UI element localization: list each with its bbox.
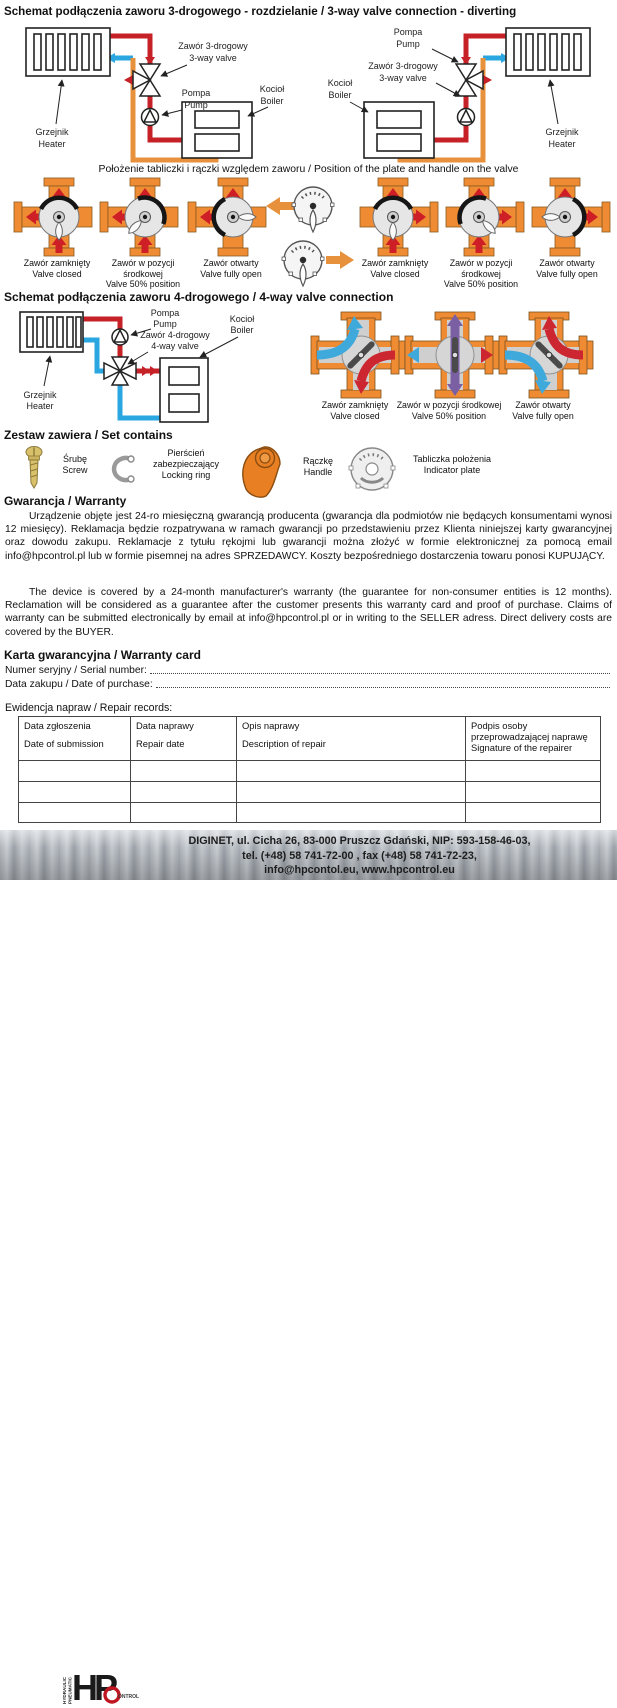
pump-icon: [112, 329, 128, 345]
label-boiler: Kocioł: [259, 84, 285, 94]
valve-open-right-icon: [524, 178, 610, 256]
set-item-label: Pierścień zabezpieczający Locking ring: [152, 448, 220, 480]
footer-web: info@hpcontol.eu, www.hpcontrol.eu: [264, 864, 455, 876]
svg-text:ONTROL: ONTROL: [118, 1694, 140, 1700]
repair-records-table: [18, 716, 601, 823]
flow-open-icon: [499, 312, 587, 398]
svg-text:Pump: Pump: [153, 319, 177, 329]
orange-right-arrow: [326, 251, 354, 269]
title-warranty: Gwarancja / Warranty: [4, 494, 127, 508]
valve-position-item: Zawór w pozycji środkowej Valve 50% position: [438, 178, 524, 290]
purchase-date-label: Data zakupu / Date of purchase:: [5, 679, 153, 690]
set-item-label: Tabliczka położenia Indicator plate: [412, 454, 492, 475]
purchase-date-line: [5, 679, 610, 690]
svg-text:3-way valve: 3-way valve: [189, 53, 237, 63]
hpc-logo: [60, 1664, 140, 1708]
indicator-plate-pair-icon: [258, 180, 358, 292]
valve-position-item: Zawór w pozycji środkowej Valve 50% position: [100, 178, 186, 290]
warranty-text-en: The device is covered by a 24-month manufacturer's warranty (the guarantee for non-consumer entities is 12 months). Reclamation will be considered as a guarantee after the customer presents this warranty card and proof of purchase. Claims of warranty can be submitted electronically by email at info@hpcontrol.pl or in writing to the SELLER adress. Direct delivery costs are covered by the BUYER.: [5, 587, 612, 638]
svg-text:HP: HP: [72, 1667, 115, 1708]
screw-icon: [24, 446, 44, 490]
label-boiler: Kocioł: [327, 78, 353, 88]
plate-b: [282, 241, 324, 286]
svg-text:Boiler: Boiler: [260, 96, 284, 106]
pump-icon: [142, 109, 159, 126]
footer-phone: tel. (+48) 58 741-72-00 , fax (+48) 58 741-72-23,: [242, 849, 477, 862]
title-warranty-card: Karta gwarancyjna / Warranty card: [4, 648, 201, 662]
svg-text:Heater: Heater: [548, 139, 576, 149]
table-row: [19, 761, 601, 782]
locking-ring-icon: [104, 454, 140, 484]
label-valve: Zawór 3-drogowy: [178, 41, 248, 51]
title-3way: Schemat podłączenia zaworu 3-drogowego - rozdzielanie / 3-way valve connection - diverting: [4, 5, 517, 18]
title-repair-records: Ewidencja napraw / Repair records:: [5, 702, 173, 714]
label-pump: Pompa: [150, 308, 180, 318]
set-contains-row: [0, 444, 617, 498]
label-heater: Grzejnik: [23, 390, 57, 400]
table-row: [19, 803, 601, 823]
boiler-icon: [364, 102, 434, 158]
label-heater: Grzejnik: [545, 127, 579, 137]
svg-text:Pump: Pump: [184, 100, 208, 110]
svg-text:Pump: Pump: [396, 39, 420, 49]
pump-icon: [458, 109, 475, 126]
title-4way: Schemat podłączenia zaworu 4-drogowego / 4-way valve connection: [4, 290, 394, 304]
title-positions: Położenie tabliczki i rączki względem zaworu / Position of the plate and handle on the valve: [98, 164, 519, 175]
diagrams-3way: [0, 22, 617, 164]
boiler-icon: [160, 358, 208, 422]
label-valve: Zawór 4-drogowy: [140, 330, 210, 340]
valve-3way-icon: [133, 64, 160, 96]
flow-closed-icon: [311, 312, 399, 398]
serial-number-field: [150, 665, 610, 674]
indicator-plates: [258, 180, 358, 292]
footer-address: DIGINET, ul. Cicha 26, 83-000 Pruszcz Gdański, NIP: 593-158-46-03,: [188, 835, 531, 847]
svg-text:HYDRAULIC: HYDRAULIC: [62, 1676, 67, 1704]
svg-text:Boiler: Boiler: [328, 90, 352, 100]
col-header-repair-date: Data naprawy Repair date: [131, 717, 237, 761]
diagram-4way: [0, 306, 300, 430]
radiator-icon: [26, 28, 110, 76]
label-valve: Zawór 3-drogowy: [368, 61, 438, 71]
svg-text:4-way valve: 4-way valve: [151, 341, 199, 351]
radiator-icon: [20, 312, 83, 352]
table-header-row: [19, 717, 601, 761]
svg-text:Boiler: Boiler: [230, 325, 254, 335]
valve-4way-icon: [104, 357, 136, 385]
table-row: [19, 782, 601, 803]
valve-position-item: Zawór otwarty Valve fully open: [188, 178, 274, 279]
valve-closed-right-icon: [352, 178, 438, 256]
svg-text:PNEUMATIC: PNEUMATIC: [67, 1677, 73, 1704]
flow-item: Zawór zamknięty Valve closed: [305, 312, 405, 421]
diagram-3way-left: [0, 22, 308, 164]
set-item-label: Śrubę Screw: [62, 454, 88, 475]
label-boiler: Kocioł: [229, 314, 255, 324]
valve-closed-left-icon: [14, 178, 100, 256]
title-set-contains: Zestaw zawiera / Set contains: [4, 428, 173, 442]
set-item-label: Rączkę Handle: [302, 456, 333, 477]
valve-50-left-icon: [100, 178, 186, 256]
valve-positions-row: [0, 178, 617, 290]
diagram-3way-right: [308, 22, 616, 164]
flow-50-icon: [405, 312, 493, 398]
valve-position-item: Zawór zamknięty Valve closed: [352, 178, 438, 279]
col-header-description: Opis naprawy Description of repair: [237, 717, 466, 761]
orange-left-arrow: [266, 197, 294, 215]
flow-item: Zawór otwarty Valve fully open: [493, 312, 593, 421]
svg-text:Heater: Heater: [38, 139, 66, 149]
pipe-hot: [110, 36, 150, 66]
serial-number-label: Numer seryjny / Serial number:: [5, 665, 147, 676]
svg-text:Heater: Heater: [26, 401, 54, 411]
valve-position-item: Zawór zamknięty Valve closed: [14, 178, 100, 279]
diagrams-4way: [0, 306, 617, 432]
col-header-signature: Podpis osoby przeprowadzającej naprawę Signature of the repairer: [466, 717, 601, 761]
valve-3way-icon: [456, 64, 483, 96]
footer-contact: [130, 834, 589, 878]
radiator-icon: [506, 28, 590, 76]
svg-text:3-way valve: 3-way valve: [379, 73, 427, 83]
valve-50-right-icon: [438, 178, 524, 256]
warranty-text-pl: Urządzenie objęte jest 24-ro miesięczną gwarancją producenta (gwarancja dla podmiotów nie będących konsumentami wynosi 12 miesięcy). Reklamacja będzie rozpatrywana w ramach gwarancji po przedstawieniu przez Klienta niniejszej karty gwarancyjnej oraz dowodu zakupu. Reklamacje z tytułu rękojmi lub gwarancji można złożyć w formie elektronicznej za pomocą email info@hpcontrol.pl lub w formie pisemnej na adres SPRZEDAWCY. Koszty bezpośredniego dostarczenia towaru ponosi KUPUJĄCY.: [5, 511, 612, 562]
footer-band: [0, 830, 617, 1708]
boiler-icon: [182, 102, 252, 158]
serial-number-line: [5, 665, 610, 676]
flow-item: Zawór w pozycji środkowej Valve 50% position: [399, 312, 499, 421]
handle-icon: [234, 444, 288, 500]
label-pump: Pompa: [181, 88, 211, 98]
plate-a: [292, 187, 334, 232]
indicator-plate-icon: [348, 446, 396, 496]
purchase-date-field: [156, 679, 610, 688]
col-header-submission: Data zgłoszenia Date of submission: [19, 717, 131, 761]
label-heater: Grzejnik: [35, 127, 69, 137]
label-pump: Pompa: [393, 27, 423, 37]
valve-position-item: Zawór otwarty Valve fully open: [524, 178, 610, 279]
